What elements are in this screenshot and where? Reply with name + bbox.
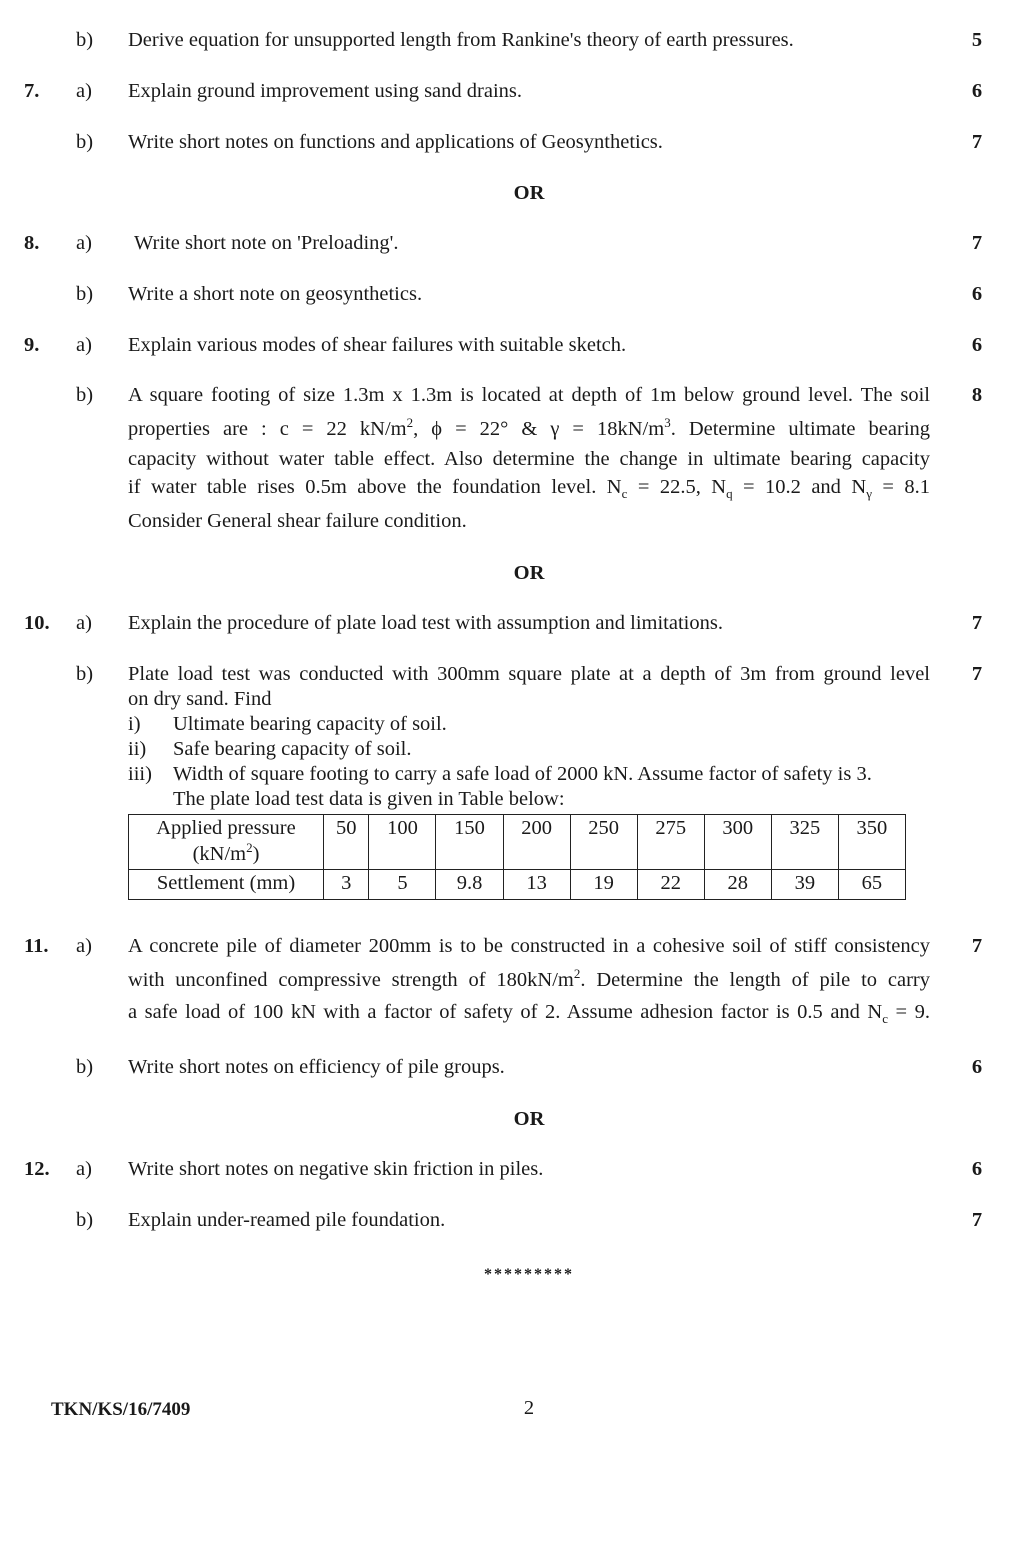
table-cell: 275 xyxy=(637,815,704,870)
or-divider: OR xyxy=(513,182,545,204)
q11b-text: Write short notes on efficiency of pile groups. xyxy=(128,1056,505,1078)
q9b-marks: 8 xyxy=(971,384,983,406)
table-cell: 22 xyxy=(637,870,704,900)
q10b-line2: on dry sand. Find xyxy=(128,688,272,710)
q6b-marks: 5 xyxy=(971,29,983,51)
table-header-settlement: Settlement (mm) xyxy=(129,870,324,900)
q7a-text: Explain ground improvement using sand drains. xyxy=(128,80,522,102)
table-cell: 3 xyxy=(324,870,369,900)
q7a-label: a) xyxy=(76,80,92,102)
q6b-label: b) xyxy=(76,29,94,51)
q9b-text xyxy=(128,383,930,534)
table-row xyxy=(129,870,906,900)
q9a-marks: 6 xyxy=(971,334,983,356)
table-cell: 50 xyxy=(324,815,369,870)
q10b-item-1: i) Ultimate bearing capacity of soil. xyxy=(128,713,447,735)
table-header-pressure: Applied pressure $(kN/m^2)$ xyxy=(129,815,324,870)
q12a-text: Write short notes on negative skin friction in piles. xyxy=(128,1158,544,1180)
q11b-label: b) xyxy=(76,1056,94,1078)
q7b-label: b) xyxy=(76,131,94,153)
table-cell: 200 xyxy=(503,815,570,870)
table-cell: 250 xyxy=(570,815,637,870)
q11b-marks: 6 xyxy=(971,1056,983,1078)
q7b-text: Write short notes on functions and applications of Geosynthetics. xyxy=(128,131,663,153)
table-cell: 300 xyxy=(704,815,771,870)
q9b-line5: Consider General shear failure condition. xyxy=(128,510,467,532)
table-cell: 100 xyxy=(369,815,436,870)
paper-code: TKN/KS/16/7409 xyxy=(51,1399,191,1420)
q7-number: 7. xyxy=(24,80,40,102)
q9b-line4: if water table rises 0.5m above the foundation level. $N_c = 22.5$, $N_q = 10.2$ and $N_\gamma = 8.1$ xyxy=(128,476,931,502)
q10a-marks: 7 xyxy=(971,612,983,634)
table-cell: 13 xyxy=(503,870,570,900)
q12b-label: b) xyxy=(76,1209,94,1231)
table-cell: 9.8 xyxy=(436,870,503,900)
plate-load-table xyxy=(128,814,906,900)
q9-number: 9. xyxy=(24,334,40,356)
q8a-label: a) xyxy=(76,232,92,254)
table-cell: 5 xyxy=(369,870,436,900)
q10b-item-3: iii) Width of square footing to carry a safe load of 2000 kN. Assume factor of safety is 3. xyxy=(128,763,872,785)
q12a-label: a) xyxy=(76,1158,92,1180)
table-cell: 39 xyxy=(771,870,838,900)
end-marker: ********* xyxy=(484,1266,574,1283)
table-cell: 19 xyxy=(570,870,637,900)
table-cell: 150 xyxy=(436,815,503,870)
q9a-text: Explain various modes of shear failures with suitable sketch. xyxy=(128,334,627,356)
q9b-line3: capacity without water table effect. Also determine the change in ultimate bearing capacity xyxy=(128,448,930,470)
q8a-marks: 7 xyxy=(971,232,983,254)
q11a-label: a) xyxy=(76,935,92,957)
q7a-marks: 6 xyxy=(971,80,983,102)
q12-number: 12. xyxy=(24,1158,50,1180)
q11-number: 11. xyxy=(24,935,49,957)
q10b-table-intro: The plate load test data is given in Table below: xyxy=(173,788,565,810)
q10b-text xyxy=(128,662,930,812)
q9b-line2: properties are : c = 22 $kN/m^2$, ϕ = 22° & $\gamma = 18kN/m^3$. Determine ultimate bearing xyxy=(128,415,931,440)
table-cell: 28 xyxy=(704,870,771,900)
table-cell: 350 xyxy=(838,815,905,870)
q10a-label: a) xyxy=(76,612,92,634)
q10-number: 10. xyxy=(24,612,50,634)
q8b-label: b) xyxy=(76,283,94,305)
q10b-item-2: ii) Safe bearing capacity of soil. xyxy=(128,738,412,760)
q11a-marks: 7 xyxy=(971,935,983,957)
q12a-marks: 6 xyxy=(971,1158,983,1180)
q8b-marks: 6 xyxy=(971,283,983,305)
q10b-marks: 7 xyxy=(971,663,983,685)
q11a-line3: a safe load of 100 kN with a factor of safety of 2. Assume adhesion factor is 0.5 and $N_c = 9$. xyxy=(128,1001,931,1027)
table-cell: 325 xyxy=(771,815,838,870)
q9a-label: a) xyxy=(76,334,92,356)
q6b-text: Derive equation for unsupported length from Rankine's theory of earth pressures. xyxy=(128,29,794,51)
q10a-text: Explain the procedure of plate load test with assumption and limitations. xyxy=(128,612,723,634)
q10b-line1: Plate load test was conducted with 300mm square plate at a depth of 3m from ground level xyxy=(128,663,930,685)
q11a-line2: with unconfined compressive strength of $180kN/m^2$. Determine the length of pile to carry xyxy=(128,966,930,991)
q7b-marks: 7 xyxy=(971,131,983,153)
q12b-marks: 7 xyxy=(971,1209,983,1231)
q8-number: 8. xyxy=(24,232,40,254)
or-divider: OR xyxy=(513,562,545,584)
table-cell: 65 xyxy=(838,870,905,900)
q11a-text xyxy=(128,934,930,1025)
q8a-text: Write short note on 'Preloading'. xyxy=(134,232,399,254)
q10b-label: b) xyxy=(76,663,94,685)
q9b-label: b) xyxy=(76,384,94,406)
q9b-line1: A square footing of size 1.3m x 1.3m is located at depth of 1m below ground level. The soil xyxy=(128,384,930,406)
table-row xyxy=(129,815,906,870)
or-divider: OR xyxy=(513,1108,545,1130)
q12b-text: Explain under-reamed pile foundation. xyxy=(128,1209,446,1231)
q11a-line1: A concrete pile of diameter 200mm is to be constructed in a cohesive soil of stiff consistency xyxy=(128,935,930,957)
page-number: 2 xyxy=(523,1397,535,1419)
q8b-text: Write a short note on geosynthetics. xyxy=(128,283,423,305)
